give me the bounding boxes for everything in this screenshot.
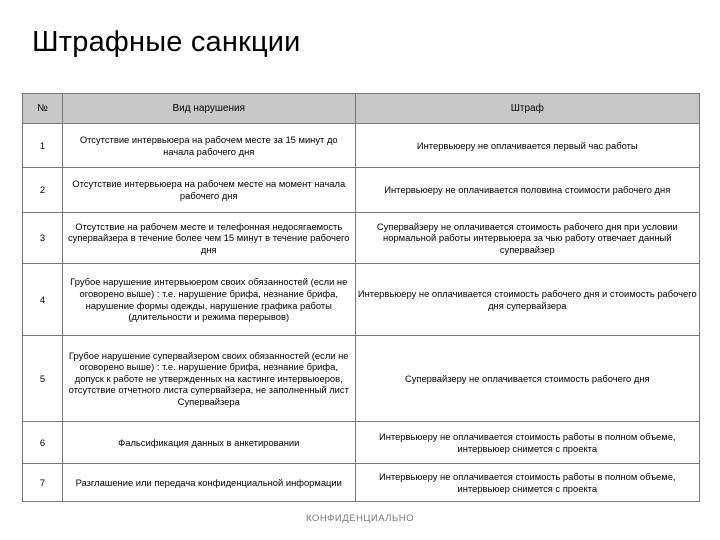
confidential-footer: КОНФИДЕНЦИАЛЬНО (306, 513, 414, 524)
row-number: 2 (23, 168, 63, 213)
penalties-table (22, 93, 700, 502)
row-violation: Фальсификация данных в анкетировании (62, 422, 355, 464)
row-number: 6 (23, 422, 63, 464)
row-violation: Отсутствие интервьюера на рабочем месте на момент начала рабочего дня (62, 168, 355, 213)
table-row (23, 464, 700, 502)
table-row (23, 264, 700, 336)
row-number: 3 (23, 213, 63, 264)
row-number: 7 (23, 464, 63, 502)
row-fine: Интервьюеру не оплачивается первый час работы (355, 124, 699, 168)
row-fine: Интервьюеру не оплачивается стоимость рабочего дня и стоимость рабочего дня супервайзера (355, 264, 699, 336)
row-fine: Интервьюеру не оплачивается стоимость работы в полном объеме, интервьюер снимется с проекта (355, 422, 699, 464)
row-violation: Грубое нарушение супервайзером своих обязанностей (если не оговорено выше) : т.е. нарушение брифа, незнание брифа, допуск к работе не утвержденных на кастинге интервьюеров, отсутствие отчетного листа супервайзера, не заполненный лист Супервайзера (62, 336, 355, 422)
row-violation: Отсутствие интервьюера на рабочем месте за 15 минут до начала рабочего дня (62, 124, 355, 168)
header-number: № (23, 94, 63, 124)
table-row (23, 124, 700, 168)
row-fine: Супервайзеру не оплачивается стоимость рабочего дня (355, 336, 699, 422)
row-fine: Супервайзеру не оплачивается стоимость рабочего дня при условии нормальной работы интервьюера за чью работу отвечает данный супервайзер (355, 213, 699, 264)
table-row (23, 213, 700, 264)
page-title: Штрафные санкции (32, 26, 301, 58)
table-row (23, 422, 700, 464)
row-number: 4 (23, 264, 63, 336)
table-row (23, 168, 700, 213)
row-violation: Отсутствие на рабочем месте и телефонная недосягаемость супервайзера в течение более чем 15 минут в течение рабочего дня (62, 213, 355, 264)
row-fine: Интервьюеру не оплачивается половина стоимости рабочего дня (355, 168, 699, 213)
row-fine: Интервьюеру не оплачивается стоимость работы в полном объеме, интервьюер снимется с проекта (355, 464, 699, 502)
table-header-row (23, 94, 700, 124)
row-number: 1 (23, 124, 63, 168)
table-row (23, 336, 700, 422)
row-number: 5 (23, 336, 63, 422)
header-violation: Вид нарушения (62, 94, 355, 124)
row-violation: Разглашение или передача конфиденциальной информации (62, 464, 355, 502)
row-violation: Грубое нарушение интервьюером своих обязанностей (если не оговорено выше) : т.е. нарушение брифа, незнание брифа, нарушение формы одежды, нарушение графика работы (длительности и режима перерывов) (62, 264, 355, 336)
header-fine: Штраф (355, 94, 699, 124)
